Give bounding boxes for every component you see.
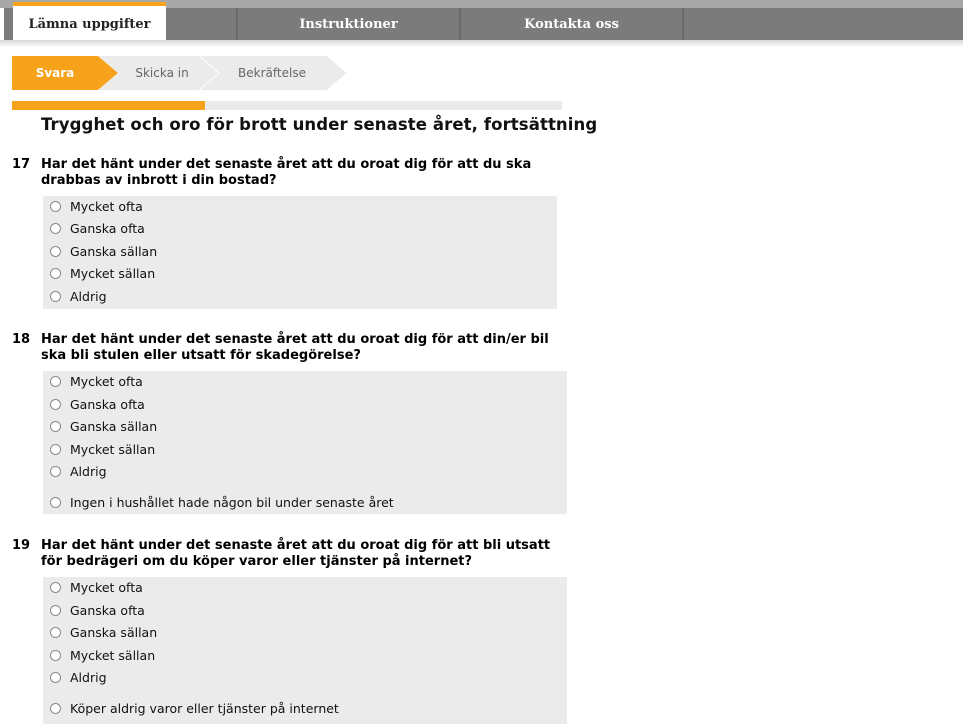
option-mycket-sallan[interactable]	[43, 645, 155, 665]
question-number: 18	[12, 332, 31, 347]
option-label: Mycket sällan	[70, 441, 156, 457]
radio-button[interactable]	[50, 627, 61, 638]
question-text	[41, 157, 531, 189]
option-ganska-sallan[interactable]	[43, 241, 157, 261]
question-number: 19	[12, 538, 31, 553]
step-label: Svara	[35, 66, 75, 80]
options-group	[43, 371, 567, 514]
option-ingen-bil[interactable]	[43, 492, 394, 512]
option-ganska-sallan[interactable]	[43, 622, 157, 642]
option-ganska-sallan[interactable]	[43, 416, 157, 436]
question-text-line: drabbas av inbrott i din bostad?	[41, 173, 277, 188]
option-label: Ganska ofta	[70, 602, 145, 618]
radio-button[interactable]	[50, 497, 61, 508]
radio-button[interactable]	[50, 291, 61, 302]
option-label: Ganska sällan	[70, 624, 158, 640]
option-label: Ganska sällan	[70, 418, 158, 434]
radio-button[interactable]	[50, 268, 61, 279]
radio-button[interactable]	[50, 444, 61, 455]
radio-button[interactable]	[50, 376, 61, 387]
option-aldrig[interactable]	[43, 286, 107, 306]
question-text	[41, 538, 550, 570]
nav-tab-kontakta-oss[interactable]: Kontakta oss	[461, 8, 684, 40]
option-label: Aldrig	[70, 669, 107, 685]
option-mycket-sallan[interactable]	[43, 439, 155, 459]
option-label: Aldrig	[70, 288, 107, 304]
question-text-line: Har det hänt under det senaste året att du oroat dig för att din/er bil	[41, 332, 549, 347]
option-label: Mycket sällan	[70, 265, 156, 281]
radio-button[interactable]	[50, 582, 61, 593]
page-title: Trygghet och oro för brott under senaste året, fortsättning	[41, 115, 598, 134]
radio-button[interactable]	[50, 650, 61, 661]
option-label: Ganska ofta	[70, 220, 145, 236]
option-aldrig[interactable]	[43, 461, 107, 481]
step-label: Bekräftelse	[238, 66, 306, 80]
nav-tab-instruktioner[interactable]: Instruktioner	[238, 8, 461, 40]
question-text-line: för bedrägeri om du köper varor eller tjänster på internet?	[41, 554, 473, 569]
radio-button[interactable]	[50, 605, 61, 616]
radio-button[interactable]	[50, 201, 61, 212]
option-mycket-ofta[interactable]	[43, 577, 143, 597]
question-text	[41, 332, 549, 364]
nav-spacer	[166, 8, 238, 40]
option-mycket-ofta[interactable]	[43, 371, 143, 391]
option-ganska-ofta[interactable]	[43, 394, 145, 414]
option-label: Köper aldrig varor eller tjänster på internet	[70, 700, 339, 716]
option-label: Mycket sällan	[70, 647, 156, 663]
question-text-line: Har det hänt under det senaste året att du oroat dig för att du ska	[41, 157, 532, 172]
option-label: Mycket ofta	[70, 198, 143, 214]
question-text-line: Har det hänt under det senaste året att du oroat dig för att bli utsatt	[41, 538, 551, 553]
top-navigation	[0, 0, 963, 44]
option-mycket-sallan[interactable]	[43, 263, 155, 283]
nav-tab-lamna-uppgifter[interactable]: Lämna uppgifter	[13, 2, 166, 40]
option-label: Mycket ofta	[70, 579, 143, 595]
option-label: Mycket ofta	[70, 373, 143, 389]
option-label: Ganska ofta	[70, 396, 145, 412]
option-label: Aldrig	[70, 463, 107, 479]
question-text-line: ska bli stulen eller utsatt för skadegörelse?	[41, 348, 361, 363]
radio-button[interactable]	[50, 223, 61, 234]
option-label: Ganska sällan	[70, 243, 158, 259]
options-group	[43, 196, 557, 309]
radio-button[interactable]	[50, 672, 61, 683]
radio-button[interactable]	[50, 466, 61, 477]
option-aldrig[interactable]	[43, 667, 107, 687]
radio-button[interactable]	[50, 246, 61, 257]
option-ganska-ofta[interactable]	[43, 600, 145, 620]
progress-bar	[12, 101, 562, 110]
option-koper-aldrig[interactable]	[43, 698, 339, 718]
progress-fill	[12, 101, 205, 110]
option-label: Ingen i hushållet hade någon bil under senaste året	[70, 494, 394, 510]
option-ganska-ofta[interactable]	[43, 218, 145, 238]
option-mycket-ofta[interactable]	[43, 196, 143, 216]
radio-button[interactable]	[50, 399, 61, 410]
step-label: Skicka in	[135, 66, 189, 80]
radio-button[interactable]	[50, 703, 61, 714]
nav-shadow	[0, 40, 963, 47]
options-group	[43, 577, 567, 724]
radio-button[interactable]	[50, 421, 61, 432]
step-bekraftelse	[200, 56, 348, 90]
question-number: 17	[12, 157, 31, 172]
